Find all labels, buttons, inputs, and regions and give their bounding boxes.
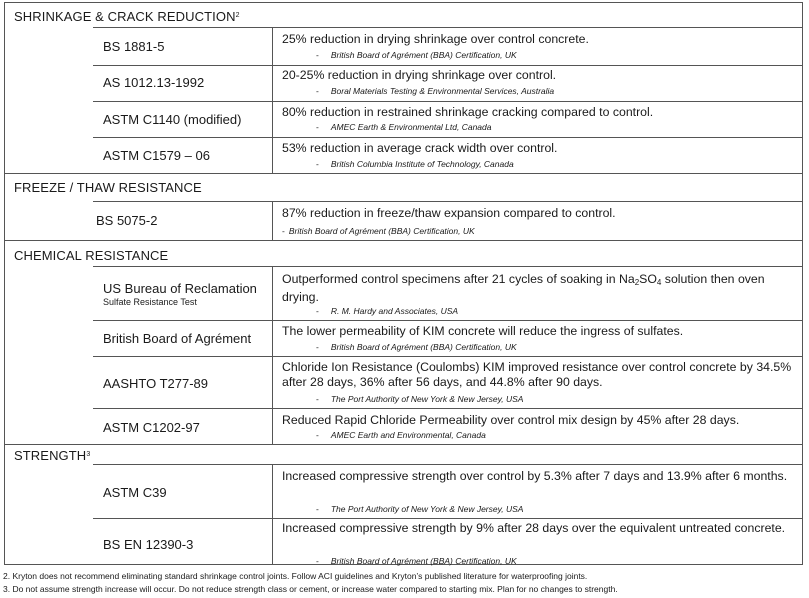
test-source: - British Columbia Institute of Technology, Canada bbox=[316, 159, 514, 169]
test-label: ASTM C1579 – 06 bbox=[103, 148, 210, 163]
test-label: AS 1012.13-1992 bbox=[103, 75, 205, 90]
test-source: - British Board of Agrément (BBA) Certification, UK bbox=[316, 50, 517, 60]
test-label: BS 1881-5 bbox=[103, 39, 165, 54]
column-divider bbox=[272, 27, 273, 173]
test-result: Chloride Ion Resistance (Coulombs) KIM improved resistance over control concrete by 34.5% after 28 days, 36% after 56 days, and 44.8% after 90 days. bbox=[282, 360, 792, 389]
test-result: The lower permeability of KIM concrete will reduce the ingress of sulfates. bbox=[282, 324, 684, 338]
test-source: - The Port Authority of New York & New Jersey, USA bbox=[316, 504, 524, 514]
footnote-2: 2. Kryton does not recommend eliminating standard shrinkage control joints. Follow ACI guidelines and Kryton’s published literature for waterproofing joints. bbox=[3, 571, 588, 581]
test-label: ASTM C1140 (modified) bbox=[103, 112, 242, 127]
test-source: - Boral Materials Testing & Environmental Services, Australia bbox=[316, 86, 555, 96]
test-result: Increased compressive strength by 9% after 28 days over the equivalent untreated concrete. bbox=[282, 521, 786, 535]
row-divider bbox=[93, 266, 803, 267]
test-result: 80% reduction in restrained shrinkage cracking compared to control. bbox=[282, 105, 654, 119]
test-label: BS 5075-2 bbox=[96, 213, 158, 228]
test-result: Reduced Rapid Chloride Permeability over control mix design by 45% after 28 days. bbox=[282, 413, 740, 427]
test-source: - R. M. Hardy and Associates, USA bbox=[316, 306, 459, 316]
test-result: Outperformed control specimens after 21 cycles of soaking in $Na_2SO_4$ solution then oven drying. bbox=[282, 272, 765, 304]
section-title-shrinkage: SHRINKAGE & CRACK REDUCTION$^2$ bbox=[14, 9, 240, 24]
test-result: 53% reduction in average crack width over control. bbox=[282, 141, 558, 155]
test-label: BS EN 12390-3 bbox=[103, 537, 194, 552]
row-divider bbox=[93, 201, 803, 202]
test-source: - AMEC Earth and Environmental, Canada bbox=[316, 430, 486, 440]
test-source: - British Board of Agrément (BBA) Certification, UK bbox=[316, 556, 517, 566]
section-divider bbox=[4, 240, 803, 241]
section-divider bbox=[4, 173, 803, 174]
row-divider bbox=[93, 356, 803, 357]
test-result: 20-25% reduction in drying shrinkage over control. bbox=[282, 68, 557, 82]
section-title-freeze-thaw: FREEZE / THAW RESISTANCE bbox=[14, 180, 202, 195]
row-divider bbox=[93, 101, 803, 102]
section-title-chemical: CHEMICAL RESISTANCE bbox=[14, 248, 169, 263]
row-divider bbox=[93, 464, 803, 465]
column-divider bbox=[272, 266, 273, 444]
row-divider bbox=[93, 27, 803, 28]
row-divider bbox=[93, 137, 803, 138]
test-label: ASTM C1202-97 bbox=[103, 420, 200, 435]
test-source: - British Board of Agrément (BBA) Certification, UK bbox=[316, 342, 517, 352]
test-result: Increased compressive strength over control by 5.3% after 7 days and 13.9% after 6 months. bbox=[282, 469, 788, 483]
test-label: US Bureau of Reclamation Sulfate Resistance Test bbox=[103, 281, 257, 307]
test-label: British Board of Agrément bbox=[103, 331, 252, 346]
row-divider bbox=[93, 408, 803, 409]
row-divider bbox=[93, 65, 803, 66]
test-label: ASTM C39 bbox=[103, 485, 167, 500]
test-source: - AMEC Earth & Environmental Ltd, Canada bbox=[316, 122, 492, 132]
test-label: AASHTO T277-89 bbox=[103, 376, 209, 391]
row-divider bbox=[93, 320, 803, 321]
section-divider bbox=[4, 444, 803, 445]
column-divider bbox=[272, 201, 273, 240]
column-divider bbox=[272, 464, 273, 565]
row-divider bbox=[93, 518, 803, 519]
test-result: 87% reduction in freeze/thaw expansion compared to control. bbox=[282, 206, 616, 220]
test-source: - British Board of Agrément (BBA) Certification, UK bbox=[282, 226, 475, 236]
test-source: - The Port Authority of New York & New Jersey, USA bbox=[316, 394, 524, 404]
footnote-3: 3. Do not assume strength increase will occur. Do not reduce strength class or cement, or increase water compared to starting mix. Plan for no changes to strength. bbox=[3, 584, 618, 594]
section-title-strength: STRENGTH$^3$ bbox=[14, 448, 91, 463]
test-result: 25% reduction in drying shrinkage over control concrete. bbox=[282, 32, 589, 46]
